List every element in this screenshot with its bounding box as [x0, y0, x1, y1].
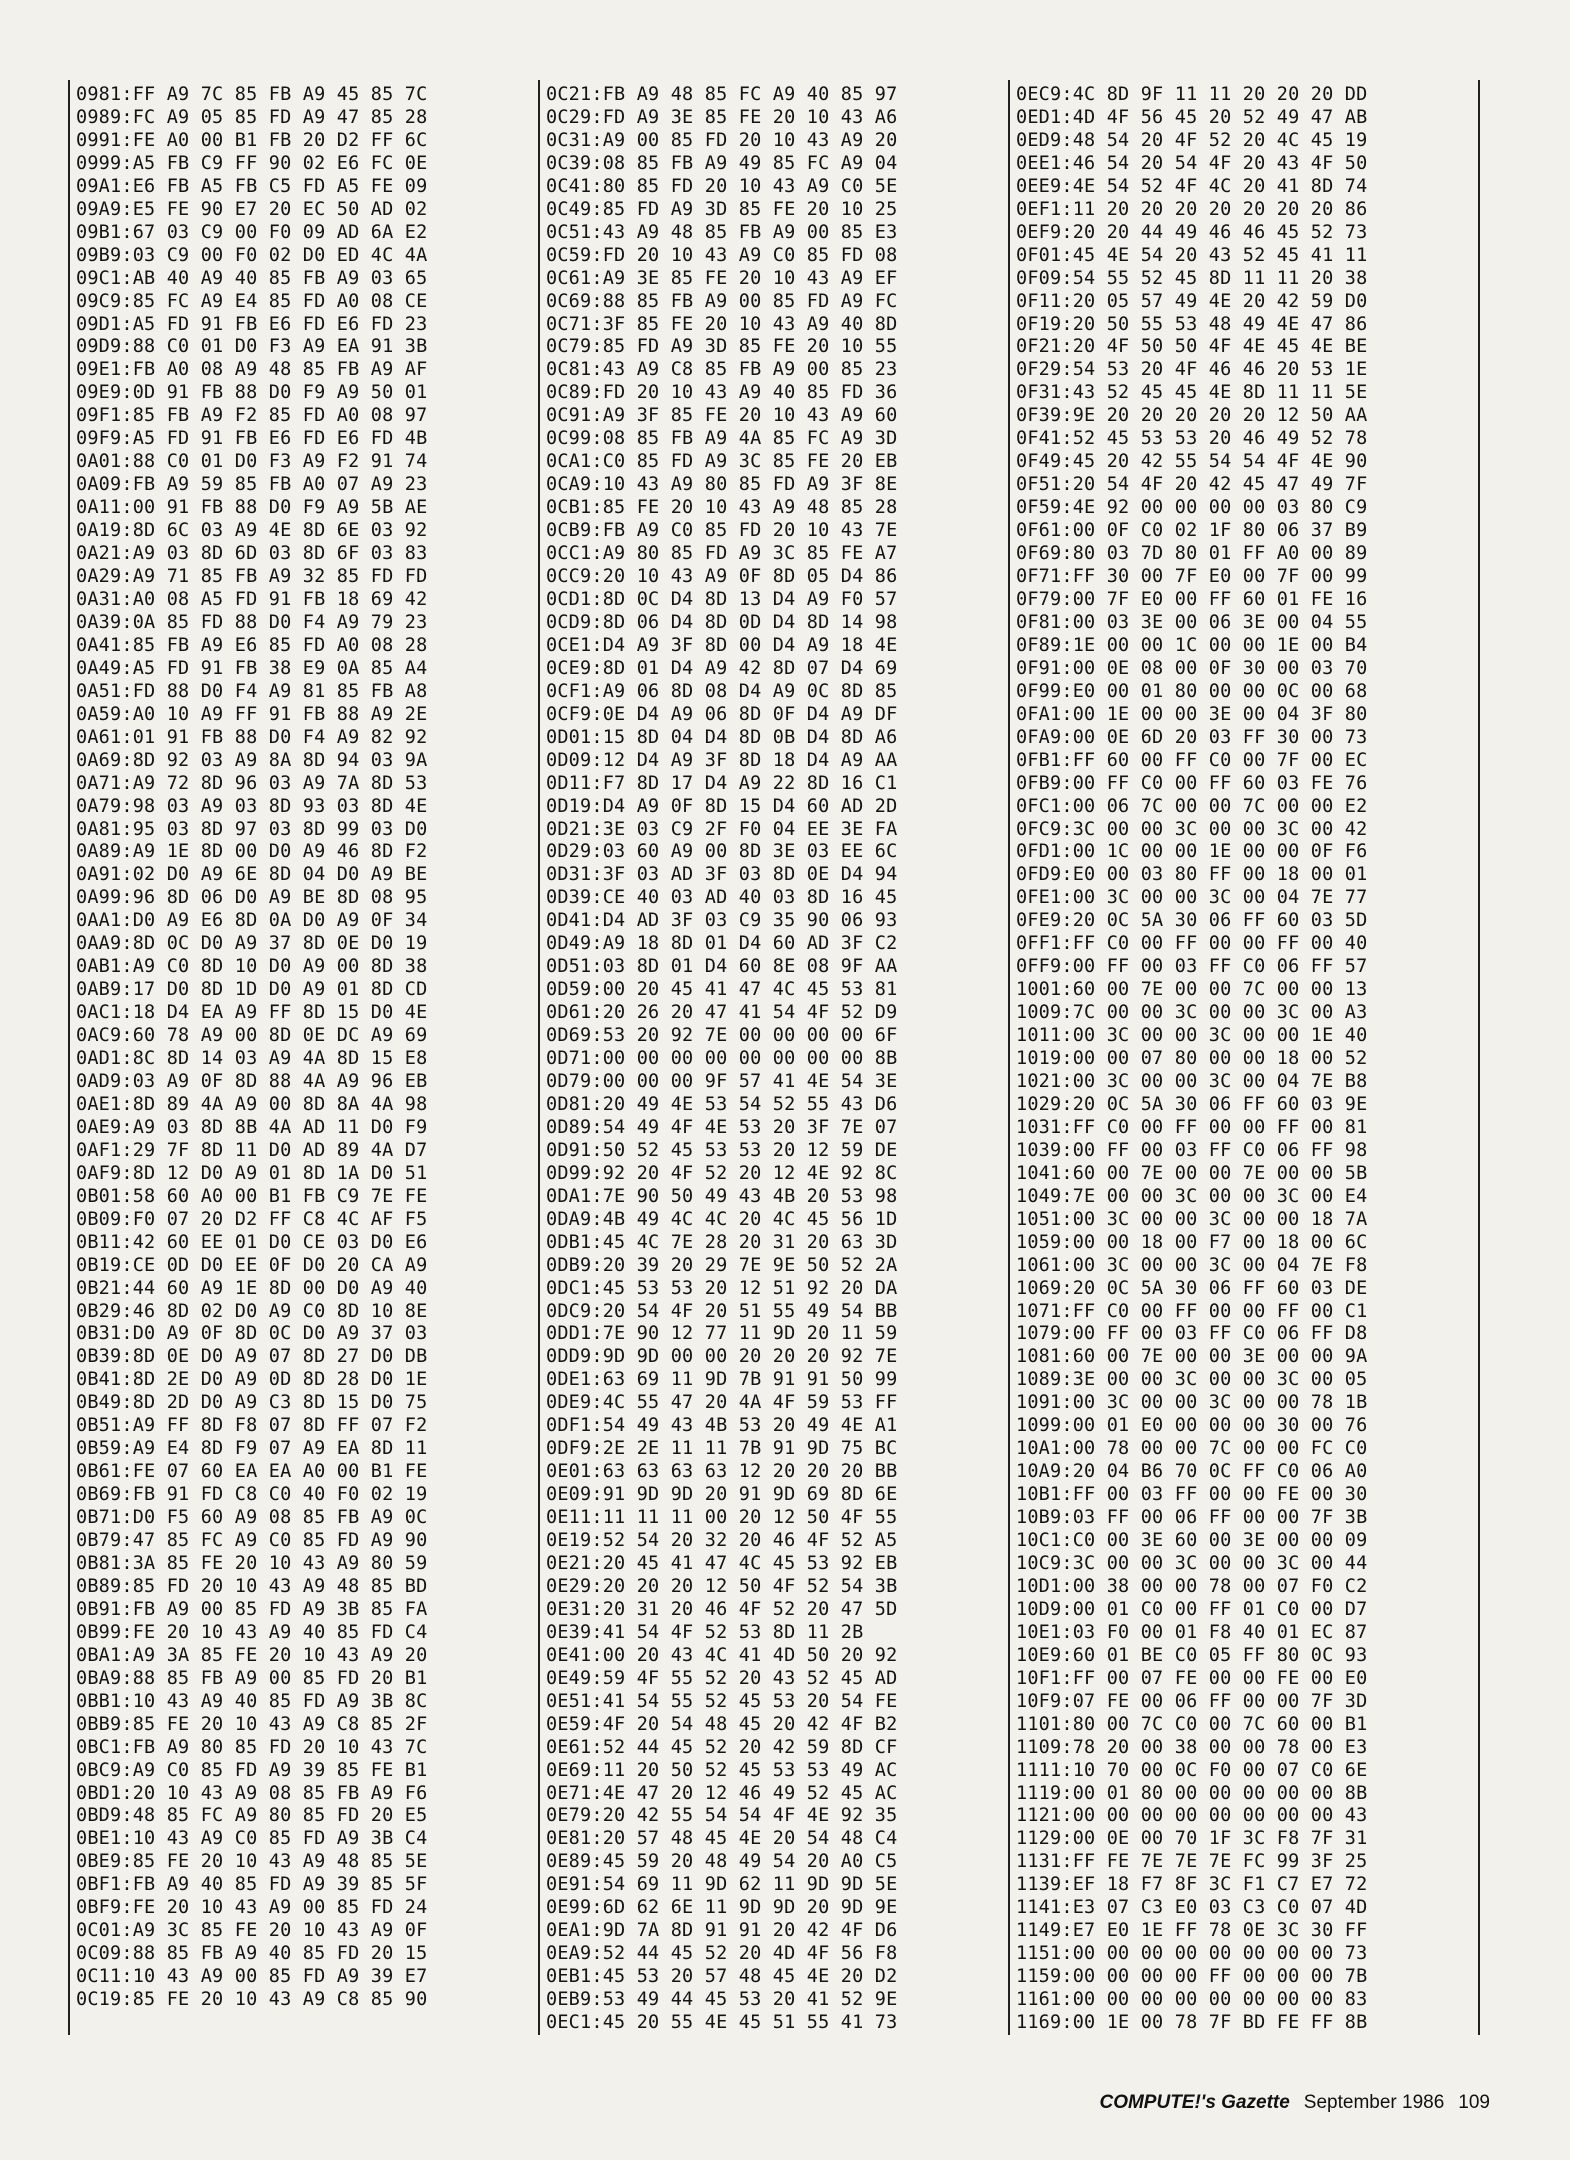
listing-line: 0CB1:85 FE 20 10 43 A9 48 85 28: [546, 497, 898, 519]
listing-line: 0D51:03 8D 01 D4 60 8E 08 9F AA: [546, 956, 898, 978]
listing-line: 0F81:00 03 3E 00 06 3E 00 04 55: [1016, 611, 1368, 633]
listing-line: 0C31:A9 00 85 FD 20 10 43 A9 20: [546, 129, 898, 151]
listing-line: 0C69:88 85 FB A9 00 85 FD A9 FC: [546, 290, 898, 312]
listing-line: 0FA9:00 0E 6D 20 03 FF 30 00 73: [1016, 726, 1368, 748]
listing-line: 0B09:F0 07 20 D2 FF C8 4C AF F5: [76, 1208, 428, 1230]
listing-line: 1121:00 00 00 00 00 00 00 00 43: [1016, 1805, 1368, 1827]
listing-line: 0CE9:8D 01 D4 A9 42 8D 07 D4 69: [546, 657, 898, 679]
listing-line: 0EB9:53 49 44 45 53 20 41 52 9E: [546, 1989, 898, 2011]
listing-line: 0E29:20 20 20 12 50 4F 52 54 3B: [546, 1575, 898, 1597]
listing-line: 0F99:E0 00 01 80 00 00 0C 00 68: [1016, 680, 1368, 702]
listing-line: 10A1:00 78 00 00 7C 00 00 FC C0: [1016, 1438, 1368, 1460]
listing-line: 0C91:A9 3F 85 FE 20 10 43 A9 60: [546, 405, 898, 427]
listing-line: 1119:00 01 80 00 00 00 00 00 8B: [1016, 1782, 1368, 1804]
listing-line: 0AE1:8D 89 4A A9 00 8D 8A 4A 98: [76, 1093, 428, 1115]
listing-line: 1099:00 01 E0 00 00 00 30 00 76: [1016, 1415, 1368, 1437]
listing-line: 0D69:53 20 92 7E 00 00 00 00 6F: [546, 1025, 898, 1047]
listing-line: 0DB1:45 4C 7E 28 20 31 20 63 3D: [546, 1231, 898, 1253]
listing-line: 0E31:20 31 20 46 4F 52 20 47 5D: [546, 1598, 898, 1620]
listing-line: 0D71:00 00 00 00 00 00 00 00 8B: [546, 1048, 898, 1070]
listing-line: 0F49:45 20 42 55 54 54 4F 4E 90: [1016, 451, 1368, 473]
listing-line: 0B29:46 8D 02 D0 A9 C0 8D 10 8E: [76, 1300, 428, 1322]
listing-line: 0E01:63 63 63 63 12 20 20 20 BB: [546, 1461, 898, 1483]
listing-line: 0E71:4E 47 20 12 46 49 52 45 AC: [546, 1782, 898, 1804]
listing-line: 1129:00 0E 00 70 1F 3C F8 7F 31: [1016, 1828, 1368, 1850]
listing-line: 10B1:FF 00 03 FF 00 00 FE 00 30: [1016, 1484, 1368, 1506]
listing-line: 1091:00 3C 00 00 3C 00 00 78 1B: [1016, 1392, 1368, 1414]
listing-line: 0C89:FD 20 10 43 A9 40 85 FD 36: [546, 382, 898, 404]
listing-line: 1041:60 00 7E 00 00 7E 00 00 5B: [1016, 1162, 1368, 1184]
listing-line: 0EB1:45 53 20 57 48 45 4E 20 D2: [546, 1966, 898, 1988]
listing-line: 0C09:88 85 FB A9 40 85 FD 20 15: [76, 1943, 428, 1965]
listing-line: 0E21:20 45 41 47 4C 45 53 92 EB: [546, 1553, 898, 1574]
listing-line: 0DC1:45 53 53 20 12 51 92 20 DA: [546, 1277, 898, 1299]
listing-line: 0FC9:3C 00 00 3C 00 00 3C 00 42: [1016, 818, 1368, 840]
listing-line: 0DE1:63 69 11 9D 7B 91 91 50 99: [546, 1369, 898, 1391]
listing-line: 1149:E7 E0 1E FF 78 0E 3C 30 FF: [1016, 1920, 1368, 1942]
listing-line: 0C21:FB A9 48 85 FC A9 40 85 97: [546, 84, 898, 105]
listing-line: 0B81:3A 85 FE 20 10 43 A9 80 59: [76, 1553, 428, 1574]
listing-line: 0A19:8D 6C 03 A9 4E 8D 6E 03 92: [76, 520, 428, 542]
listing-line: 0B59:A9 E4 8D F9 07 A9 EA 8D 11: [76, 1438, 428, 1460]
listing-line: 0F29:54 53 20 4F 46 46 20 53 1E: [1016, 359, 1368, 381]
listing-line: 0DA9:4B 49 4C 4C 20 4C 45 56 1D: [546, 1208, 898, 1230]
page-footer: [1099, 2092, 1490, 2114]
listing-line: 1131:FF FE 7E 7E 7E FC 99 3F 25: [1016, 1851, 1368, 1873]
listing-line: 0F39:9E 20 20 20 20 20 12 50 AA: [1016, 405, 1368, 427]
listing-line: 0F51:20 54 4F 20 42 45 47 49 7F: [1016, 474, 1368, 496]
listing-line: 0F61:00 0F C0 02 1F 80 06 37 B9: [1016, 520, 1368, 542]
listing-line: 0AF9:8D 12 D0 A9 01 8D 1A D0 51: [76, 1162, 428, 1184]
listing-line: 0C61:A9 3E 85 FE 20 10 43 A9 EF: [546, 267, 898, 289]
listing-line: 09E1:FB A0 08 A9 48 85 FB A9 AF: [76, 359, 428, 381]
listing-line: 0CC9:20 10 43 A9 0F 8D 05 D4 86: [546, 566, 898, 588]
listing-line: 0EF9:20 20 44 49 46 46 45 52 73: [1016, 221, 1368, 243]
listing-line: 0AA1:D0 A9 E6 8D 0A D0 A9 0F 34: [76, 910, 428, 932]
listing-line: 0B69:FB 91 FD C8 C0 40 F0 02 19: [76, 1484, 428, 1506]
listing-line: 0AC9:60 78 A9 00 8D 0E DC A9 69: [76, 1025, 428, 1047]
listing-line: 09D1:A5 FD 91 FB E6 FD E6 FD 23: [76, 313, 428, 335]
listing-line: 0D91:50 52 45 53 53 20 12 59 DE: [546, 1139, 898, 1161]
listing-column-3: [1010, 80, 1480, 2035]
listing-line: 0D09:12 D4 A9 3F 8D 18 D4 A9 AA: [546, 749, 898, 771]
listing-line: 1159:00 00 00 00 FF 00 00 00 7B: [1016, 1966, 1368, 1988]
listing-line: 0FB9:00 FF C0 00 FF 60 03 FE 76: [1016, 772, 1368, 794]
listing-line: 0A59:A0 10 A9 FF 91 FB 88 A9 2E: [76, 703, 428, 725]
listing-line: 0B11:42 60 EE 01 D0 CE 03 D0 E6: [76, 1231, 428, 1253]
listing-line: 0E09:91 9D 9D 20 91 9D 69 8D 6E: [546, 1484, 898, 1506]
listing-line: 0C49:85 FD A9 3D 85 FE 20 10 25: [546, 198, 898, 220]
listing-line: 0DC9:20 54 4F 20 51 55 49 54 BB: [546, 1300, 898, 1322]
listing-line: 0FD1:00 1C 00 00 1E 00 00 0F F6: [1016, 841, 1368, 863]
listing-line: 1089:3E 00 00 3C 00 00 3C 00 05: [1016, 1369, 1368, 1391]
listing-line: 0A61:01 91 FB 88 D0 F4 A9 82 92: [76, 726, 428, 748]
listing-line: 0BB9:85 FE 20 10 43 A9 C8 85 2F: [76, 1713, 428, 1735]
listing-line: 0E59:4F 20 54 48 45 20 42 4F B2: [546, 1713, 898, 1735]
listing-line: 1031:FF C0 00 FF 00 00 FF 00 81: [1016, 1116, 1368, 1138]
listing-line: 1141:E3 07 C3 E0 03 C3 C0 07 4D: [1016, 1897, 1368, 1919]
listing-line: 0CE1:D4 A9 3F 8D 00 D4 A9 18 4E: [546, 634, 898, 656]
listing-line: 0DF9:2E 2E 11 11 7B 91 9D 75 BC: [546, 1438, 898, 1460]
listing-line: 1021:00 3C 00 00 3C 00 04 7E B8: [1016, 1070, 1368, 1092]
listing-line: 0B71:D0 F5 60 A9 08 85 FB A9 0C: [76, 1507, 428, 1529]
listing-line: 0CF1:A9 06 8D 08 D4 A9 0C 8D 85: [546, 680, 898, 702]
listing-line: 0D11:F7 8D 17 D4 A9 22 8D 16 C1: [546, 772, 898, 794]
listing-line: 0D21:3E 03 C9 2F F0 04 EE 3E FA: [546, 818, 898, 840]
listing-line: 0BA1:A9 3A 85 FE 20 10 43 A9 20: [76, 1644, 428, 1666]
listing-line: 09F1:85 FB A9 F2 85 FD A0 08 97: [76, 405, 428, 427]
listing-line: 0A09:FB A9 59 85 FB A0 07 A9 23: [76, 474, 428, 496]
listing-line: 0A89:A9 1E 8D 00 D0 A9 46 8D F2: [76, 841, 428, 863]
listing-line: 09B9:03 C9 00 F0 02 D0 ED 4C 4A: [76, 244, 428, 266]
listing-line: 1011:00 3C 00 00 3C 00 00 1E 40: [1016, 1025, 1368, 1047]
listing-line: 0F01:45 4E 54 20 43 52 45 41 11: [1016, 244, 1368, 266]
listing-line: 0E49:59 4F 55 52 20 43 52 45 AD: [546, 1667, 898, 1689]
listing-line: 0B21:44 60 A9 1E 8D 00 D0 A9 40: [76, 1277, 428, 1299]
listing-line: 0FA1:00 1E 00 00 3E 00 04 3F 80: [1016, 703, 1368, 725]
listing-line: 0F89:1E 00 00 1C 00 00 1E 00 B4: [1016, 634, 1368, 656]
listing-line: 0C01:A9 3C 85 FE 20 10 43 A9 0F: [76, 1920, 428, 1942]
listing-line: 09A9:E5 FE 90 E7 20 EC 50 AD 02: [76, 198, 428, 220]
listing-line: 0DD9:9D 9D 00 00 20 20 20 92 7E: [546, 1346, 898, 1368]
listing-line: 0F19:20 50 55 53 48 49 4E 47 86: [1016, 313, 1368, 335]
listing-line: 0991:FE A0 00 B1 FB 20 D2 FF 6C: [76, 129, 428, 151]
listing-line: 0E89:45 59 20 48 49 54 20 A0 C5: [546, 1851, 898, 1873]
listing-line: 0C39:08 85 FB A9 49 85 FC A9 04: [546, 152, 898, 174]
listing-line: 0BF1:FB A9 40 85 FD A9 39 85 5F: [76, 1874, 428, 1896]
listing-line: 0ED1:4D 4F 56 45 20 52 49 47 AB: [1016, 106, 1368, 128]
listing-line: 0A79:98 03 A9 03 8D 93 03 8D 4E: [76, 795, 428, 817]
listing-line: 09F9:A5 FD 91 FB E6 FD E6 FD 4B: [76, 428, 428, 450]
listing-line: 0F21:20 4F 50 50 4F 4E 45 4E BE: [1016, 336, 1368, 358]
listing-line: 0E91:54 69 11 9D 62 11 9D 9D 5E: [546, 1874, 898, 1896]
listing-line: 09D9:88 C0 01 D0 F3 A9 EA 91 3B: [76, 336, 428, 358]
listing-line: 1109:78 20 00 38 00 00 78 00 E3: [1016, 1736, 1368, 1758]
listing-line: 0CD1:8D 0C D4 8D 13 D4 A9 F0 57: [546, 588, 898, 610]
listing-line: 0D49:A9 18 8D 01 D4 60 AD 3F C2: [546, 933, 898, 955]
listing-line: 0EF1:11 20 20 20 20 20 20 20 86: [1016, 198, 1368, 220]
listing-line: 0ED9:48 54 20 4F 52 20 4C 45 19: [1016, 129, 1368, 151]
listing-line: 0C71:3F 85 FE 20 10 43 A9 40 8D: [546, 313, 898, 335]
listing-line: 0DD1:7E 90 12 77 11 9D 20 11 59: [546, 1323, 898, 1345]
listing-line: 10D9:00 01 C0 00 FF 01 C0 00 D7: [1016, 1598, 1368, 1620]
listing-column-1: [70, 80, 540, 2035]
publication-name: COMPUTE!'s Gazette: [1099, 2092, 1290, 2113]
listing-line: 0D99:92 20 4F 52 20 12 4E 92 8C: [546, 1162, 898, 1184]
listing-line: 0C59:FD 20 10 43 A9 C0 85 FD 08: [546, 244, 898, 266]
listing-line: 0B51:A9 FF 8D F8 07 8D FF 07 F2: [76, 1415, 428, 1437]
listing-line: 0D31:3F 03 AD 3F 03 8D 0E D4 94: [546, 864, 898, 886]
listing-line: 0BE9:85 FE 20 10 43 A9 48 85 5E: [76, 1851, 428, 1873]
listing-line: 10E1:03 F0 00 01 F8 40 01 EC 87: [1016, 1621, 1368, 1643]
listing-line: 0BF9:FE 20 10 43 A9 00 85 FD 24: [76, 1897, 428, 1919]
listing-line: 0B19:CE 0D D0 EE 0F D0 20 CA A9: [76, 1254, 428, 1276]
listing-column-2: [540, 80, 1010, 2035]
listing-line: 0F91:00 0E 08 00 0F 30 00 03 70: [1016, 657, 1368, 679]
listing-line: 0F11:20 05 57 49 4E 20 42 59 D0: [1016, 290, 1368, 312]
listing-line: 0F79:00 7F E0 00 FF 60 01 FE 16: [1016, 588, 1368, 610]
listing-line: 0A31:A0 08 A5 FD 91 FB 18 69 42: [76, 588, 428, 610]
listing-line: 0B99:FE 20 10 43 A9 40 85 FD C4: [76, 1621, 428, 1643]
listing-line: 1071:FF C0 00 FF 00 00 FF 00 C1: [1016, 1300, 1368, 1322]
listing-line: 1111:10 70 00 0C F0 00 07 C0 6E: [1016, 1759, 1368, 1781]
listing-line: 0A99:96 8D 06 D0 A9 BE 8D 08 95: [76, 887, 428, 909]
listing-line: 0E79:20 42 55 54 54 4F 4E 92 35: [546, 1805, 898, 1827]
listing-line: 0E39:41 54 4F 52 53 8D 11 2B: [546, 1621, 864, 1643]
listing-line: 0F09:54 55 52 45 8D 11 11 20 38: [1016, 267, 1368, 289]
listing-line: 10C9:3C 00 00 3C 00 00 3C 00 44: [1016, 1553, 1368, 1574]
listing-line: 0F69:80 03 7D 80 01 FF A0 00 89: [1016, 543, 1368, 565]
listing-line: 1101:80 00 7C C0 00 7C 60 00 B1: [1016, 1713, 1368, 1735]
listing-line: 0FE1:00 3C 00 00 3C 00 04 7E 77: [1016, 887, 1368, 909]
listing-line: 1081:60 00 7E 00 00 3E 00 00 9A: [1016, 1346, 1368, 1368]
listing-line: 0FF9:00 FF 00 03 FF C0 06 FF 57: [1016, 956, 1368, 978]
listing-line: 0D41:D4 AD 3F 03 C9 35 90 06 93: [546, 910, 898, 932]
listing-line: 09B1:67 03 C9 00 F0 09 AD 6A E2: [76, 221, 428, 243]
listing-line: 0A21:A9 03 8D 6D 03 8D 6F 03 83: [76, 543, 428, 565]
listing-line: 0CC1:A9 80 85 FD A9 3C 85 FE A7: [546, 543, 898, 565]
listing-line: 0E69:11 20 50 52 45 53 53 49 AC: [546, 1759, 898, 1781]
listing-line: 0B49:8D 2D D0 A9 C3 8D 15 D0 75: [76, 1392, 428, 1414]
listing-line: 0EE9:4E 54 52 4F 4C 20 41 8D 74: [1016, 175, 1368, 197]
listing-line: 0AF1:29 7F 8D 11 D0 AD 89 4A D7: [76, 1139, 428, 1161]
listing-line: 0E99:6D 62 6E 11 9D 9D 20 9D 9E: [546, 1897, 898, 1919]
listing-line: 0E11:11 11 11 00 20 12 50 4F 55: [546, 1507, 898, 1529]
listing-line: 10F1:FF 00 07 FE 00 00 FE 00 E0: [1016, 1667, 1368, 1689]
listing-line: 0B61:FE 07 60 EA EA A0 00 B1 FE: [76, 1461, 428, 1483]
listing-line: 10D1:00 38 00 00 78 00 07 F0 C2: [1016, 1575, 1368, 1597]
listing-line: 0B39:8D 0E D0 A9 07 8D 27 D0 DB: [76, 1346, 428, 1368]
listing-line: 0A39:0A 85 FD 88 D0 F4 A9 79 23: [76, 611, 428, 633]
listing-line: 0C41:80 85 FD 20 10 43 A9 C0 5E: [546, 175, 898, 197]
listing-line: 0DE9:4C 55 47 20 4A 4F 59 53 FF: [546, 1392, 898, 1414]
listing-line: 0C11:10 43 A9 00 85 FD A9 39 E7: [76, 1966, 428, 1988]
listing-line: 0B01:58 60 A0 00 B1 FB C9 7E FE: [76, 1185, 428, 1207]
listing-line: 0AB9:17 D0 8D 1D D0 A9 01 8D CD: [76, 979, 428, 1001]
listing-line: 09E9:0D 91 FB 88 D0 F9 A9 50 01: [76, 382, 428, 404]
listing-line: 0F59:4E 92 00 00 00 00 03 80 C9: [1016, 497, 1368, 519]
listing-line: 0B41:8D 2E D0 A9 0D 8D 28 D0 1E: [76, 1369, 428, 1391]
listing-line: 1051:00 3C 00 00 3C 00 00 18 7A: [1016, 1208, 1368, 1230]
listing-line: 0FB1:FF 60 00 FF C0 00 7F 00 EC: [1016, 749, 1368, 771]
listing-line: 0A41:85 FB A9 E6 85 FD A0 08 28: [76, 634, 428, 656]
listing-line: 1169:00 1E 00 78 7F BD FE FF 8B: [1016, 2012, 1368, 2034]
listing-line: 0AB1:A9 C0 8D 10 D0 A9 00 8D 38: [76, 956, 428, 978]
listing-line: 0AC1:18 D4 EA A9 FF 8D 15 D0 4E: [76, 1002, 428, 1024]
listing-line: 0C79:85 FD A9 3D 85 FE 20 10 55: [546, 336, 898, 358]
listing-line: 0DF1:54 49 43 4B 53 20 49 4E A1: [546, 1415, 898, 1437]
listing-line: 0CD9:8D 06 D4 8D 0D D4 8D 14 98: [546, 611, 898, 633]
listing-line: 0CB9:FB A9 C0 85 FD 20 10 43 7E: [546, 520, 898, 542]
listing-line: 1061:00 3C 00 00 3C 00 04 7E F8: [1016, 1254, 1368, 1276]
listing-line: 0DA1:7E 90 50 49 43 4B 20 53 98: [546, 1185, 898, 1207]
listing-line: 09A1:E6 FB A5 FB C5 FD A5 FE 09: [76, 175, 428, 197]
listing-line: 1039:00 FF 00 03 FF C0 06 FF 98: [1016, 1139, 1368, 1161]
listing-line: 0C99:08 85 FB A9 4A 85 FC A9 3D: [546, 428, 898, 450]
listing-line: 10F9:07 FE 00 06 FF 00 00 7F 3D: [1016, 1690, 1368, 1712]
listing-line: 0A81:95 03 8D 97 03 8D 99 03 D0: [76, 818, 428, 840]
listing-line: 0EC1:45 20 55 4E 45 51 55 41 73: [546, 2012, 898, 2034]
listing-line: 0BC9:A9 C0 85 FD A9 39 85 FE B1: [76, 1759, 428, 1781]
listing-line: 0F41:52 45 53 53 20 46 49 52 78: [1016, 428, 1368, 450]
listing-line: 1019:00 00 07 80 00 00 18 00 52: [1016, 1048, 1368, 1070]
listing-line: 1029:20 0C 5A 30 06 FF 60 03 9E: [1016, 1093, 1368, 1115]
listing-line: 0F71:FF 30 00 7F E0 00 7F 00 99: [1016, 566, 1368, 588]
listing-line: 0AA9:8D 0C D0 A9 37 8D 0E D0 19: [76, 933, 428, 955]
listing-line: 1151:00 00 00 00 00 00 00 00 73: [1016, 1943, 1368, 1965]
listing-line: 0D89:54 49 4F 4E 53 20 3F 7E 07: [546, 1116, 898, 1138]
listing-line: 1059:00 00 18 00 F7 00 18 00 6C: [1016, 1231, 1368, 1253]
listing-line: 0BC1:FB A9 80 85 FD 20 10 43 7C: [76, 1736, 428, 1758]
listing-line: 0BA9:88 85 FB A9 00 85 FD 20 B1: [76, 1667, 428, 1689]
listing-line: 0F31:43 52 45 45 4E 8D 11 11 5E: [1016, 382, 1368, 404]
listing-line: 0D79:00 00 00 9F 57 41 4E 54 3E: [546, 1070, 898, 1092]
listing-line: 0D01:15 8D 04 D4 8D 0B D4 8D A6: [546, 726, 898, 748]
listing-line: 1049:7E 00 00 3C 00 00 3C 00 E4: [1016, 1185, 1368, 1207]
listing-line: 0E19:52 54 20 32 20 46 4F 52 A5: [546, 1530, 898, 1552]
listing-line: 0A29:A9 71 85 FB A9 32 85 FD FD: [76, 566, 428, 588]
listing-line: 0D81:20 49 4E 53 54 52 55 43 D6: [546, 1093, 898, 1115]
page-number: 109: [1458, 2092, 1490, 2113]
listing-line: 0E41:00 20 43 4C 41 4D 50 20 92: [546, 1644, 898, 1666]
listing-line: 1139:EF 18 F7 8F 3C F1 C7 E7 72: [1016, 1874, 1368, 1896]
listing-line: 1079:00 FF 00 03 FF C0 06 FF D8: [1016, 1323, 1368, 1345]
issue-date: September 1986: [1303, 2092, 1445, 2113]
listing-line: 1069:20 0C 5A 30 06 FF 60 03 DE: [1016, 1277, 1368, 1299]
listing-line: 0A71:A9 72 8D 96 03 A9 7A 8D 53: [76, 772, 428, 794]
listing-line: 0AD9:03 A9 0F 8D 88 4A A9 96 EB: [76, 1070, 428, 1092]
listing-line: 0E61:52 44 45 52 20 42 59 8D CF: [546, 1736, 898, 1758]
listing-line: 09C1:AB 40 A9 40 85 FB A9 03 65: [76, 267, 428, 289]
listing-line: 0C19:85 FE 20 10 43 A9 C8 85 90: [76, 1989, 428, 2011]
listing-line: 0D61:20 26 20 47 41 54 4F 52 D9: [546, 1002, 898, 1024]
listing-line: 1001:60 00 7E 00 00 7C 00 00 13: [1016, 979, 1368, 1001]
listing-line: 0C29:FD A9 3E 85 FE 20 10 43 A6: [546, 106, 898, 128]
listing-line: 0A91:02 D0 A9 6E 8D 04 D0 A9 BE: [76, 864, 428, 886]
listing-line: 10E9:60 01 BE C0 05 FF 80 0C 93: [1016, 1644, 1368, 1666]
listing-line: 0A51:FD 88 D0 F4 A9 81 85 FB A8: [76, 680, 428, 702]
listing-line: 0EA9:52 44 45 52 20 4D 4F 56 F8: [546, 1943, 898, 1965]
listing-line: 0981:FF A9 7C 85 FB A9 45 85 7C: [76, 84, 428, 105]
listing-line: 0A01:88 C0 01 D0 F3 A9 F2 91 74: [76, 451, 428, 473]
listing-line: 0BB1:10 43 A9 40 85 FD A9 3B 8C: [76, 1690, 428, 1712]
listing-line: 0EC9:4C 8D 9F 11 11 20 20 20 DD: [1016, 84, 1368, 105]
listing-line: 0AE9:A9 03 8D 8B 4A AD 11 D0 F9: [76, 1116, 428, 1138]
listing-line: 0999:A5 FB C9 FF 90 02 E6 FC 0E: [76, 152, 428, 174]
listing-line: 0BD1:20 10 43 A9 08 85 FB A9 F6: [76, 1782, 428, 1804]
listing-line: 10B9:03 FF 00 06 FF 00 00 7F 3B: [1016, 1507, 1368, 1529]
listing-line: 0FD9:E0 00 03 80 FF 00 18 00 01: [1016, 864, 1368, 886]
listing-line: 0FF1:FF C0 00 FF 00 00 FF 00 40: [1016, 933, 1368, 955]
listing-line: 0989:FC A9 05 85 FD A9 47 85 28: [76, 106, 428, 128]
listing-line: 0C81:43 A9 C8 85 FB A9 00 85 23: [546, 359, 898, 381]
listing-line: 0B89:85 FD 20 10 43 A9 48 85 BD: [76, 1575, 428, 1597]
listing-line: 0FE9:20 0C 5A 30 06 FF 60 03 5D: [1016, 910, 1368, 932]
listing-line: 09C9:85 FC A9 E4 85 FD A0 08 CE: [76, 290, 428, 312]
listing-line: 0B31:D0 A9 0F 8D 0C D0 A9 37 03: [76, 1323, 428, 1345]
listing-line: 10C1:C0 00 3E 60 00 3E 00 00 09: [1016, 1530, 1368, 1552]
listing-line: 10A9:20 04 B6 70 0C FF C0 06 A0: [1016, 1461, 1368, 1483]
listing-line: 0C51:43 A9 48 85 FB A9 00 85 E3: [546, 221, 898, 243]
listing-line: 0A49:A5 FD 91 FB 38 E9 0A 85 A4: [76, 657, 428, 679]
listing-line: 0D29:03 60 A9 00 8D 3E 03 EE 6C: [546, 841, 898, 863]
listing-line: 0CA1:C0 85 FD A9 3C 85 FE 20 EB: [546, 451, 898, 473]
listing-line: 0D39:CE 40 03 AD 40 03 8D 16 45: [546, 887, 898, 909]
listing-line: 0EE1:46 54 20 54 4F 20 43 4F 50: [1016, 152, 1368, 174]
listing-line: 0CA9:10 43 A9 80 85 FD A9 3F 8E: [546, 474, 898, 496]
listing-line: 0D59:00 20 45 41 47 4C 45 53 81: [546, 979, 898, 1001]
listing-line: 1009:7C 00 00 3C 00 00 3C 00 A3: [1016, 1002, 1368, 1024]
listing-line: 0E51:41 54 55 52 45 53 20 54 FE: [546, 1690, 898, 1712]
hex-listing: [68, 80, 1488, 2035]
listing-line: 0EA1:9D 7A 8D 91 91 20 42 4F D6: [546, 1920, 898, 1942]
listing-line: 0D19:D4 A9 0F 8D 15 D4 60 AD 2D: [546, 795, 898, 817]
listing-line: 0AD1:8C 8D 14 03 A9 4A 8D 15 E8: [76, 1048, 428, 1070]
listing-line: 1161:00 00 00 00 00 00 00 00 83: [1016, 1989, 1368, 2011]
listing-line: 0BE1:10 43 A9 C0 85 FD A9 3B C4: [76, 1828, 428, 1850]
listing-line: 0CF9:0E D4 A9 06 8D 0F D4 A9 DF: [546, 703, 898, 725]
listing-line: 0DB9:20 39 20 29 7E 9E 50 52 2A: [546, 1254, 898, 1276]
listing-line: 0FC1:00 06 7C 00 00 7C 00 00 E2: [1016, 795, 1368, 817]
listing-line: 0BD9:48 85 FC A9 80 85 FD 20 E5: [76, 1805, 428, 1827]
listing-line: 0E81:20 57 48 45 4E 20 54 48 C4: [546, 1828, 898, 1850]
listing-line: 0A11:00 91 FB 88 D0 F9 A9 5B AE: [76, 497, 428, 519]
listing-line: 0A69:8D 92 03 A9 8A 8D 94 03 9A: [76, 749, 428, 771]
listing-line: 0B91:FB A9 00 85 FD A9 3B 85 FA: [76, 1598, 428, 1620]
listing-line: 0B79:47 85 FC A9 C0 85 FD A9 90: [76, 1530, 428, 1552]
